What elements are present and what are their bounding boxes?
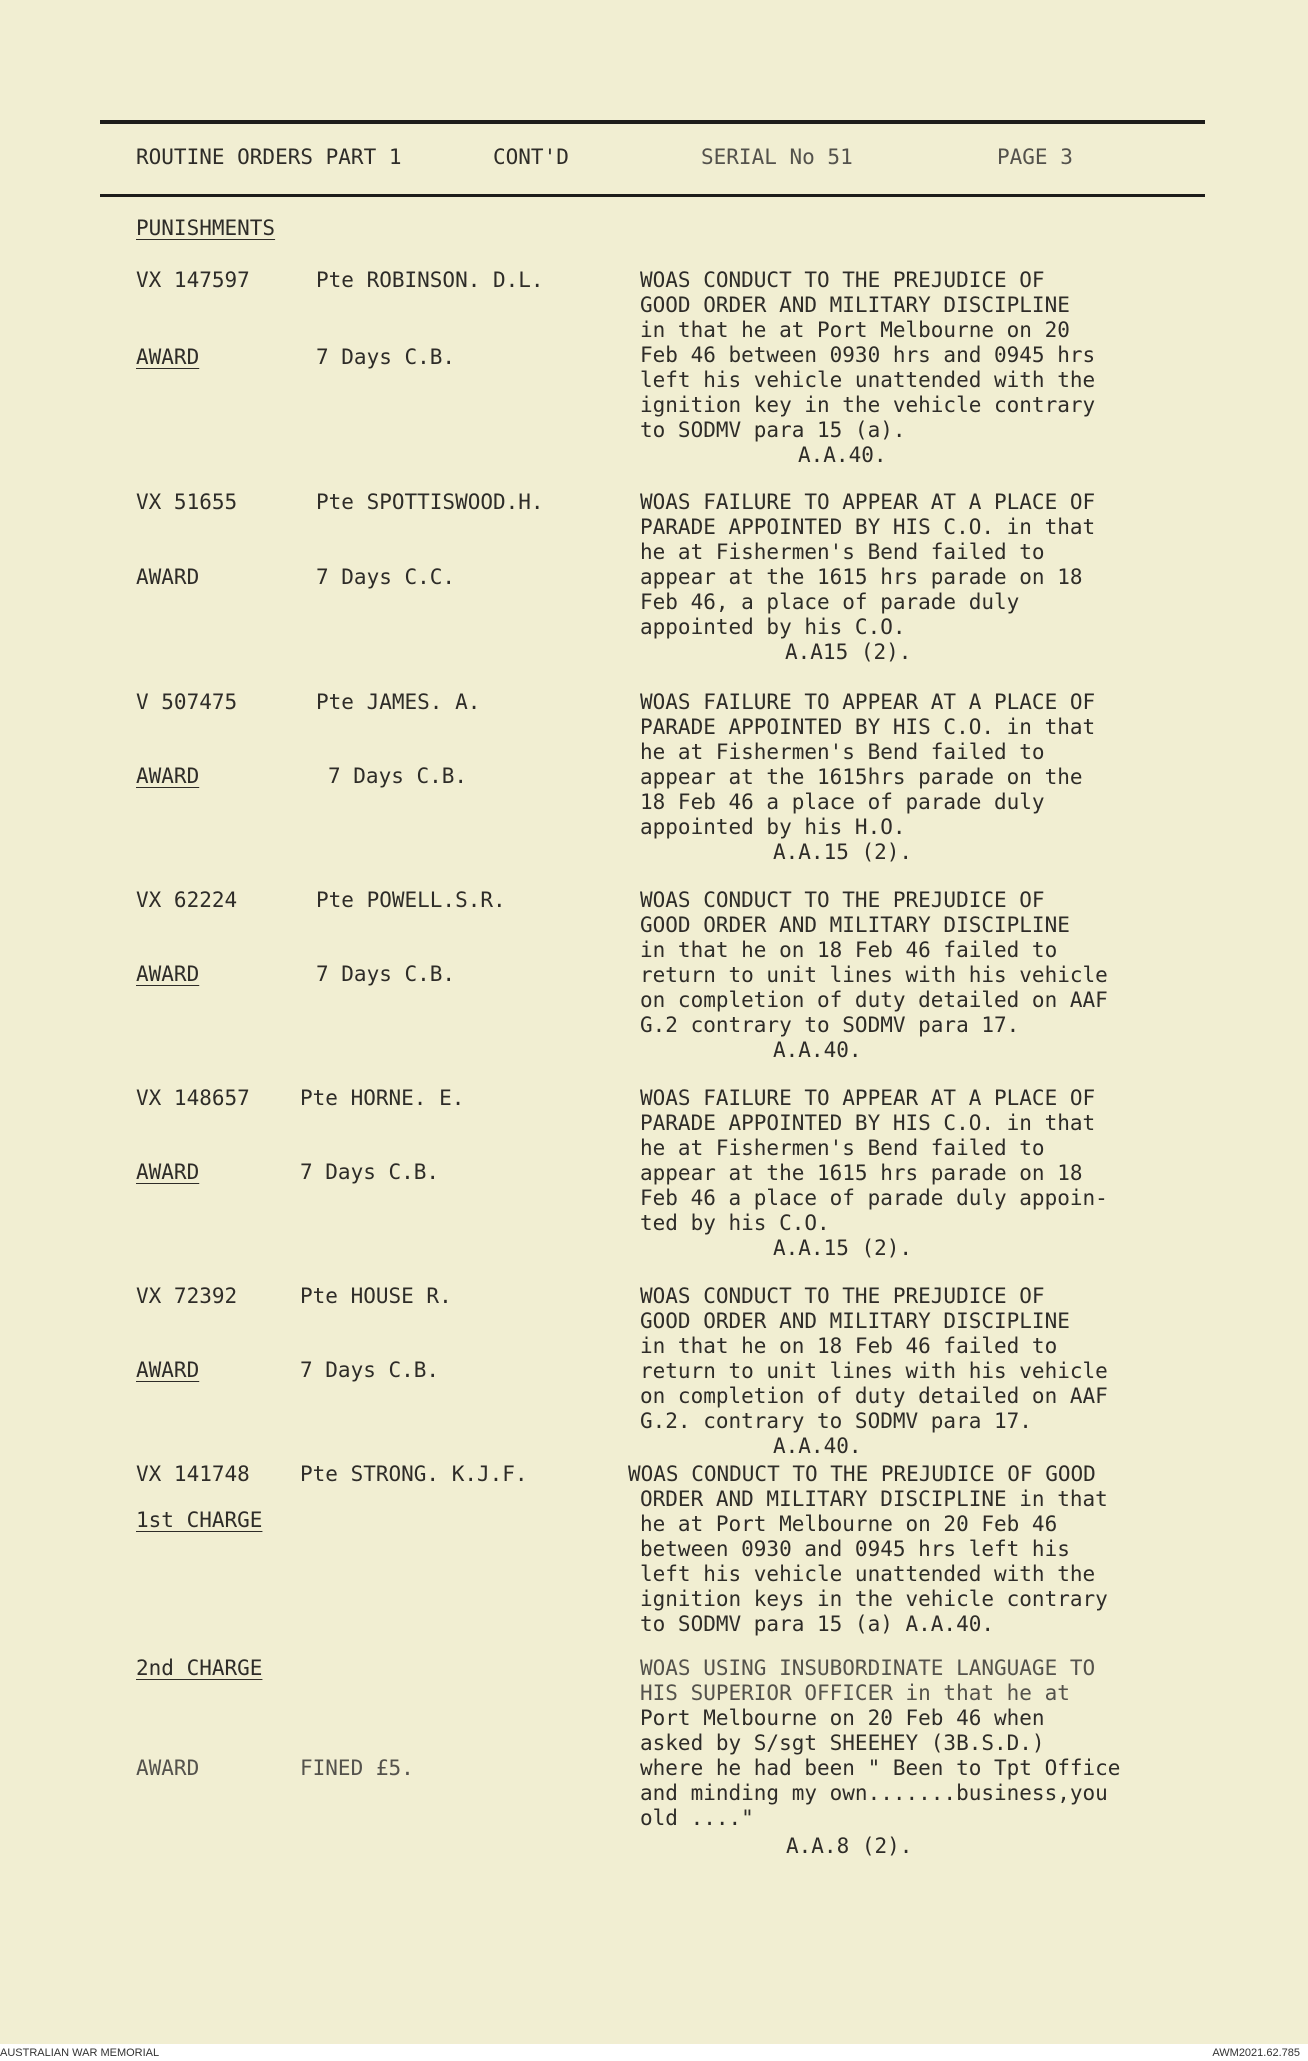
charge-line: between 0930 and 0945 hrs left his bbox=[640, 1537, 1070, 1561]
charge-line: Port Melbourne on 20 Feb 46 when bbox=[640, 1706, 1045, 1730]
first-charge-label: 1st CHARGE bbox=[136, 1508, 263, 1532]
member-name: Pte HOUSE R. bbox=[300, 1284, 452, 1308]
member-name: Pte ROBINSON. D.L. bbox=[316, 268, 544, 292]
charge-line: where he had been " Been to Tpt Office bbox=[640, 1756, 1121, 1780]
header-bottom-rule bbox=[100, 194, 1205, 197]
second-charge-label: 2nd CHARGE bbox=[136, 1656, 263, 1680]
charge-line: return to unit lines with his vehicle bbox=[640, 963, 1108, 987]
charge-reference: A.A.40. bbox=[798, 443, 887, 467]
charge-line: old ...." bbox=[640, 1806, 754, 1830]
charge-line: he at Fishermen's Bend failed to bbox=[640, 540, 1045, 564]
service-number: VX 51655 bbox=[136, 490, 238, 514]
charge-line: appointed by his H.O. bbox=[640, 815, 906, 839]
charge-line: 18 Feb 46 a place of parade duly bbox=[640, 790, 1045, 814]
header-title: ROUTINE ORDERS PART 1 bbox=[136, 145, 402, 169]
charge-line: G.2. contrary to SODMV para 17. bbox=[640, 1409, 1032, 1433]
member-name: Pte HORNE. E. bbox=[300, 1086, 465, 1110]
award-value: 7 Days C.B. bbox=[316, 962, 456, 986]
award-label: AWARD bbox=[136, 1358, 200, 1382]
award-label: AWARD bbox=[136, 565, 200, 589]
charge-line: appear at the 1615 hrs parade on 18 bbox=[640, 565, 1083, 589]
charge-line: WOAS CONDUCT TO THE PREJUDICE OF GOOD bbox=[628, 1462, 1096, 1486]
charge-line: WOAS CONDUCT TO THE PREJUDICE OF bbox=[640, 268, 1045, 292]
charge-line: WOAS FAILURE TO APPEAR AT A PLACE OF bbox=[640, 490, 1096, 514]
service-number: V 507475 bbox=[136, 690, 238, 714]
award-value: 7 Days C.B. bbox=[300, 1160, 440, 1184]
service-number: VX 141748 bbox=[136, 1462, 250, 1486]
charge-line: in that he on 18 Feb 46 failed to bbox=[640, 1334, 1058, 1358]
charge-line: return to unit lines with his vehicle bbox=[640, 1359, 1108, 1383]
header-page: PAGE 3 bbox=[997, 145, 1073, 169]
member-name: Pte POWELL.S.R. bbox=[316, 888, 506, 912]
award-label: AWARD bbox=[136, 764, 200, 788]
charge-line: on completion of duty detailed on AAF bbox=[640, 1384, 1108, 1408]
award-label: AWARD bbox=[136, 345, 200, 369]
charge-line: ignition keys in the vehicle contrary bbox=[640, 1587, 1108, 1611]
charge-line: to SODMV para 15 (a). bbox=[640, 418, 906, 442]
charge-reference: A.A15 (2). bbox=[785, 640, 912, 664]
charge-reference: A.A.8 (2). bbox=[786, 1834, 913, 1858]
charge-reference: A.A.15 (2). bbox=[773, 1236, 913, 1260]
charge-line: he at Fishermen's Bend failed to bbox=[640, 1136, 1045, 1160]
header-serial: SERIAL No 51 bbox=[701, 145, 853, 169]
charge-line: to SODMV para 15 (a) A.A.40. bbox=[640, 1612, 995, 1636]
charge-line: appear at the 1615 hrs parade on 18 bbox=[640, 1161, 1083, 1185]
award-label: AWARD bbox=[136, 962, 200, 986]
header-top-rule bbox=[100, 120, 1205, 124]
charge-line: he at Fishermen's Bend failed to bbox=[640, 740, 1045, 764]
charge-line: Feb 46 between 0930 hrs and 0945 hrs bbox=[640, 343, 1096, 367]
charge-line: WOAS FAILURE TO APPEAR AT A PLACE OF bbox=[640, 1086, 1096, 1110]
award-label: AWARD bbox=[136, 1160, 200, 1184]
charge-line: appear at the 1615hrs parade on the bbox=[640, 765, 1083, 789]
award-label: AWARD bbox=[136, 1756, 200, 1780]
charge-reference: A.A.15 (2). bbox=[773, 840, 913, 864]
charge-line: left his vehicle unattended with the bbox=[640, 368, 1096, 392]
charge-line: and minding my own.......business,you bbox=[640, 1781, 1108, 1805]
charge-line: ted by his C.O. bbox=[640, 1211, 830, 1235]
charge-line: PARADE APPOINTED BY HIS C.O. in that bbox=[640, 1111, 1096, 1135]
charge-line: left his vehicle unattended with the bbox=[640, 1562, 1096, 1586]
award-value: FINED £5. bbox=[300, 1756, 414, 1780]
archive-reference: AWM2021.62.785 bbox=[1212, 2047, 1300, 2059]
service-number: VX 147597 bbox=[136, 268, 250, 292]
charge-line: in that he at Port Melbourne on 20 bbox=[640, 318, 1070, 342]
charge-line: appointed by his C.O. bbox=[640, 615, 906, 639]
header-contd: CONT'D bbox=[493, 145, 569, 169]
charge-line: he at Port Melbourne on 20 Feb 46 bbox=[640, 1512, 1058, 1536]
charge-line: WOAS CONDUCT TO THE PREJUDICE OF bbox=[640, 1284, 1045, 1308]
award-value: 7 Days C.B. bbox=[300, 1358, 440, 1382]
charge-line: Feb 46 a place of parade duly appoin- bbox=[640, 1186, 1108, 1210]
section-heading: PUNISHMENTS bbox=[136, 216, 276, 240]
charge-line: ORDER AND MILITARY DISCIPLINE in that bbox=[640, 1487, 1108, 1511]
service-number: VX 62224 bbox=[136, 888, 238, 912]
charge-reference: A.A.40. bbox=[773, 1434, 862, 1458]
award-value: 7 Days C.C. bbox=[316, 565, 456, 589]
charge-line: ignition key in the vehicle contrary bbox=[640, 393, 1096, 417]
service-number: VX 72392 bbox=[136, 1284, 238, 1308]
charge-line: HIS SUPERIOR OFFICER in that he at bbox=[640, 1681, 1070, 1705]
charge-line: on completion of duty detailed on AAF bbox=[640, 988, 1108, 1012]
charge-line: GOOD ORDER AND MILITARY DISCIPLINE bbox=[640, 1309, 1070, 1333]
award-value: 7 Days C.B. bbox=[316, 345, 456, 369]
charge-line: asked by S/sgt SHEEHEY (3B.S.D.) bbox=[640, 1731, 1045, 1755]
charge-line: G.2 contrary to SODMV para 17. bbox=[640, 1013, 1020, 1037]
charge-line: WOAS FAILURE TO APPEAR AT A PLACE OF bbox=[640, 690, 1096, 714]
charge-reference: A.A.40. bbox=[773, 1038, 862, 1062]
charge-line: PARADE APPOINTED BY HIS C.O. in that bbox=[640, 515, 1096, 539]
member-name: Pte JAMES. A. bbox=[316, 690, 481, 714]
member-name: Pte STRONG. K.J.F. bbox=[300, 1462, 528, 1486]
charge-line: PARADE APPOINTED BY HIS C.O. in that bbox=[640, 715, 1096, 739]
charge-line: GOOD ORDER AND MILITARY DISCIPLINE bbox=[640, 913, 1070, 937]
charge-line: WOAS USING INSUBORDINATE LANGUAGE TO bbox=[640, 1656, 1096, 1680]
member-name: Pte SPOTTISWOOD.H. bbox=[316, 490, 544, 514]
archive-credit: AUSTRALIAN WAR MEMORIAL bbox=[0, 2047, 160, 2059]
service-number: VX 148657 bbox=[136, 1086, 250, 1110]
award-value: 7 Days C.B. bbox=[328, 764, 468, 788]
charge-line: Feb 46, a place of parade duly bbox=[640, 590, 1020, 614]
charge-line: in that he on 18 Feb 46 failed to bbox=[640, 938, 1058, 962]
charge-line: GOOD ORDER AND MILITARY DISCIPLINE bbox=[640, 293, 1070, 317]
charge-line: WOAS CONDUCT TO THE PREJUDICE OF bbox=[640, 888, 1045, 912]
